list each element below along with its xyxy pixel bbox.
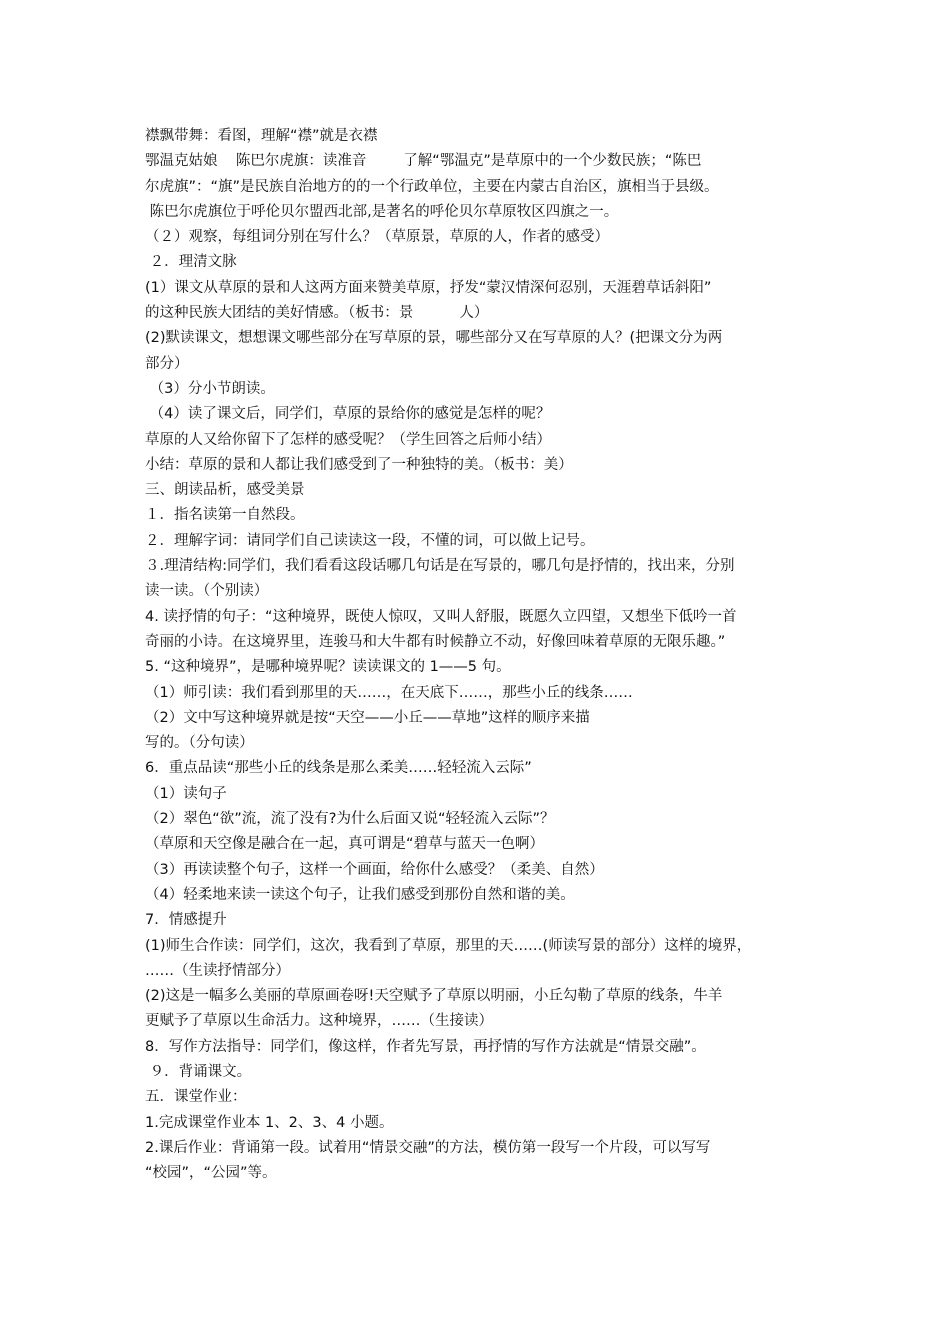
text-line: （1）师引读：我们看到那里的天……，在天底下……，那些小丘的线条……	[145, 684, 633, 701]
text-line: （２）观察，每组词分别在写什么？（草原景，草原的人，作者的感受）	[145, 229, 609, 246]
text-line: (1）课文从草原的景和人这两方面来赞美草原，抒发“蒙汉情深何忍别，天涯碧草话斜阳”	[145, 279, 712, 296]
text-line: （1）读句子	[145, 785, 227, 802]
text-line: (2)默读课文，想想课文哪些部分在写草原的景，哪些部分又在写草原的人？(把课文分为两	[145, 330, 723, 347]
text-line: 部分）	[145, 355, 189, 372]
document-body	[145, 124, 825, 1186]
text-line: 1.完成课堂作业本 1、2、3、4 小题。	[145, 1114, 394, 1131]
text-line: ２．理解字词：请同学们自己读读这一段，不懂的词，可以做上记号。	[145, 532, 595, 549]
text-line: （2）翠色“欲”流，流了没有?为什么后面又说“轻轻流入云际”？	[145, 811, 555, 828]
text-line: 2.课后作业：背诵第一段。试着用“情景交融”的方法，模仿第一段写一个片段，可以写写	[145, 1139, 711, 1156]
text-line: (1)师生合作读：同学们，这次，我看到了草原，那里的天……(师读写景的部分）这样的境界，	[145, 937, 752, 954]
text-line: ２．理清文脉	[145, 254, 237, 271]
text-line: (2)这是一幅多么美丽的草原画卷呀!天空赋予了草原以明丽，小丘勾勒了草原的线条，牛羊	[145, 988, 723, 1005]
text-line: 小结：草原的景和人都让我们感受到了一种独特的美。（板书：美）	[145, 456, 573, 473]
text-line: （3）再读读整个句子，这样一个画面，给你什么感受？（柔美、自然）	[145, 861, 604, 878]
text-line: 4. 读抒情的句子：“这种境界，既使人惊叹，又叫人舒服，既愿久立四望，又想坐下低吟一首	[145, 608, 737, 625]
text-line: 襟飘带舞：看图，理解“襟”就是衣襟	[145, 128, 378, 144]
text-line: 草原的人又给你留下了怎样的感受呢？（学生回答之后师小结）	[145, 431, 551, 448]
text-line: 五．课堂作业：	[145, 1089, 247, 1106]
text-line: 鄂温克姑娘 陈巴尔虎旗：读准音 了解“鄂温克”是草原中的一个少数民族；“陈巴	[145, 153, 702, 170]
text-line: 陈巴尔虎旗位于呼伦贝尔盟西北部,是著名的呼伦贝尔草原牧区四旗之一。	[145, 203, 619, 220]
text-line: （4）轻柔地来读一读这个句子，让我们感受到那份自然和谐的美。	[145, 886, 575, 903]
text-line: 的这种民族大团结的美好情感。（板书：景 人）	[145, 305, 489, 322]
text-line: 更赋予了草原以生命活力。这种境界，……（生接读）	[145, 1013, 493, 1030]
text-line: ３.理清结构:同学们，我们看看这段话哪几句话是在写景的，哪几句是抒情的，找出来，分别	[145, 558, 735, 575]
text-line: （3）分小节朗读。	[145, 380, 275, 397]
text-line: ９．背诵课文。	[145, 1063, 252, 1080]
text-line: 三、朗读品析，感受美景	[145, 482, 305, 499]
text-line: （2）文中写这种境界就是按“天空——小丘——草地”这样的顺序来描	[145, 709, 590, 726]
text-line: 奇丽的小诗。在这境界里，连骏马和大牛都有时候静立不动，好像回味着草原的无限乐趣。”	[145, 633, 726, 650]
text-line: 5. “这种境界”，是哪种境界呢？读读课文的 1——5 句。	[145, 659, 511, 676]
text-line: （4）读了课文后，同学们，草原的景给你的感觉是怎样的呢？	[145, 406, 551, 423]
text-line: 写的。（分句读）	[145, 735, 254, 752]
text-line: （草原和天空像是融合在一起，真可谓是“碧草与蓝天一色啊）	[145, 836, 545, 853]
text-line: 6．重点品读“那些小丘的线条是那么柔美……轻轻流入云际”	[145, 760, 532, 777]
text-line: “校园”，“公园”等。	[145, 1165, 277, 1182]
text-line: 尔虎旗”：“旗”是民族自治地方的的一个行政单位，主要在内蒙古自治区，旗相当于县级。	[145, 178, 719, 195]
text-line: 8．写作方法指导：同学们，像这样，作者先写景，再抒情的写作方法就是“情景交融”。	[145, 1038, 706, 1055]
text-line: １．指名读第一自然段。	[145, 507, 305, 524]
text-line: 7．情感提升	[145, 912, 227, 929]
text-line: 读一读。（个别读）	[145, 583, 269, 600]
text-line: ……（生读抒情部分）	[145, 962, 290, 979]
